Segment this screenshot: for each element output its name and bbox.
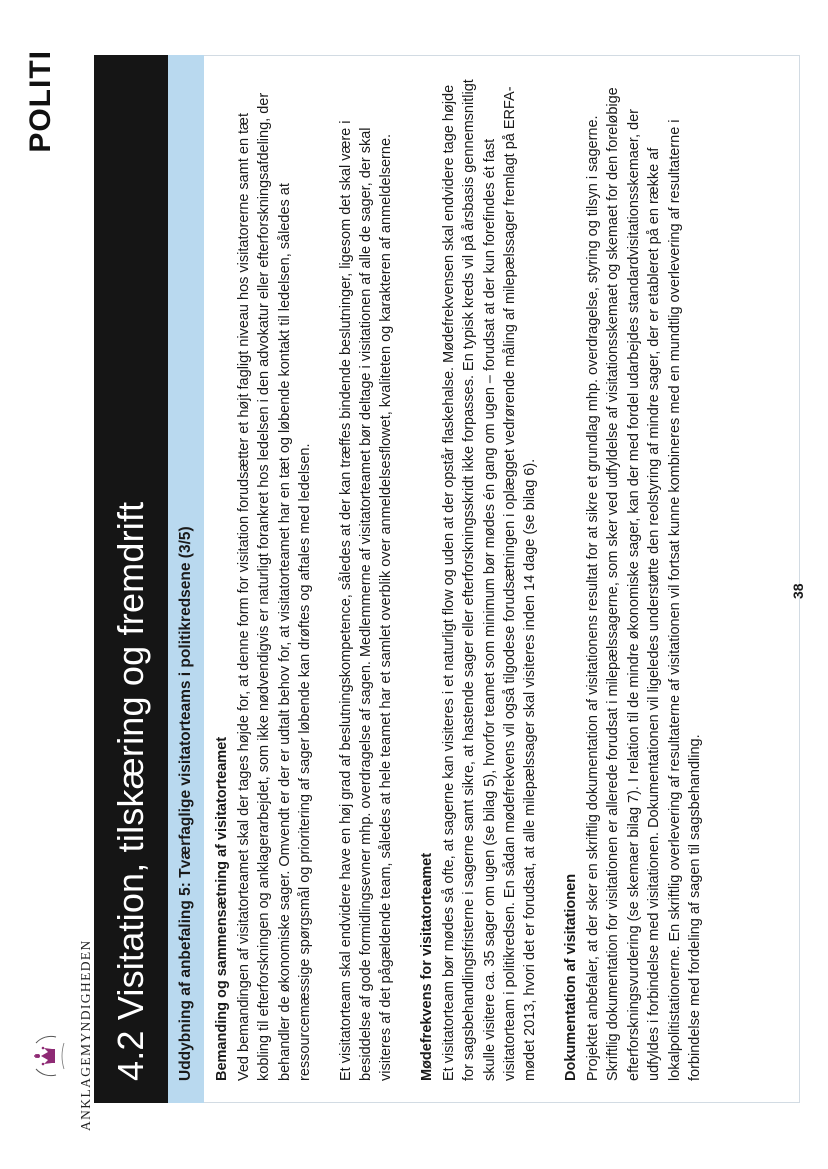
org-name: ANKLAGEMYNDIGHEDEN: [78, 939, 93, 1131]
paragraph: Et visitatorteam bør mødes så ofte, at sagerne kan visiteres i et naturligt flow og uden at der opstår flaskehalse. Mødefrekvensen skal endvidere tage højde for sagsbehandlingsfristerne i sagerne samt sikre, at hastende sager eller efterforskningsskridt ikke forpasses. En typisk kreds vil på årsbasis gennemsnitligt skulle visitere ca. 35 sager om ugen (se bilag 5), hvorfor teamet som minimum bør mødes én gang om ugen – forudsat at der kun forefindes ét fast visitatorteam i politikredsen. En sådan mødefrekvens vil også tilgodese forudsætningen i oplægget vedrørende måling af milepælssager fremlagt på ERFA-mødet 2013, hvori det er forudsat, at alle milepælssager skal visiteres inden 14 dage (se bilag 6).: [440, 79, 539, 1081]
section-dokumentation: [561, 71, 705, 1081]
royal-crown-crest-icon: [30, 1033, 74, 1079]
anklagemyndigheden-logo: [18, 939, 102, 1131]
section-bemanding: [212, 71, 397, 1081]
paragraph: Ved bemandingen af visitatorteamet skal der tages højde for, at denne form for visitation forudsætter et højt fagligt niveau hos visitatorerne samt en tæt kobling til efterforskningen og anklagerarbejdet, som ikke nødvendigvis er naturligt forankret hos ledelsen i den advokatur eller efterforskningsafdeling, der behandler de økonomiske sager. Omvendt er der er udtalt behov for, at visitatorteamet har en tæt og løbende kontakt til ledelsen, således at ressourcemæssige spørgsmål og prioritering af sager løbende kan drøftes og aftales med ledelsen.: [236, 92, 314, 1081]
page-subtitle: Uddybning af anbefaling 5: Tværfaglige visitatorteams i politikredsene (3/5): [177, 526, 194, 1081]
politi-logo: POLITI: [24, 50, 57, 153]
paragraph: Et visitatorteam skal endvidere have en høj grad af beslutningskompetence, således at der kan træffes bindende beslutninger, ligesom det skal være i besiddelse af gode formidlingsevner mhp. overdragelse af sagen. Medlemmerne af visitatorteamet bør deltage i visitationen af alle de sager, der skal visiteres af det pågældende team, således at hele teamet har et samlet overblik over anmeldelsesflowet, kvaliteten og karakteren af anmeldelserne.: [337, 120, 395, 1081]
subtitle-bar: [168, 55, 204, 1103]
page-title: 4.2 Visitation, tilskæring og fremdrift: [110, 501, 151, 1081]
page-number: 38: [790, 583, 806, 599]
content-body: [212, 71, 705, 1081]
paragraph: Projektet anbefaler, at der sker en skriftlig dokumentation af visitationens resultat for at sikre et grundlag mhp. overdragelse, styring og tilsyn i sagerne. Skriftlig dokumentation for visitationen er allerede forudsat i milepælssagerne, som sker ved udfyldelse af visitationsskemaet og skemaet for den foreløbige efterforskningsvurdering (se skemaer bilag 7). I relation til de mindre økonomiske sager, kan der med fordel udarbejdes standardvisitationsskemaer, der udfyldes i forbindelse med visitationen. Dokumentationen vil ligeledes understøtte den reolstyring af mindre sager, der er etableret på en række af lokalpolitistationerne. En skriftlig overlevering af resultaterne af visitationen vil fortsat kunne kombineres med en mundtlig overlevering af resultaterne i forbindelse med fordeling af sagen til sagsbehandling.: [584, 87, 703, 1081]
title-bar: [94, 55, 168, 1103]
section-heading: Bemanding og sammensætning af visitatorteamet: [214, 736, 230, 1081]
section-heading: Mødefrekvens for visitatorteamet: [418, 852, 435, 1081]
section-moedefrekvens: [417, 71, 541, 1081]
section-heading: Dokumentation af visitationen: [562, 873, 579, 1081]
